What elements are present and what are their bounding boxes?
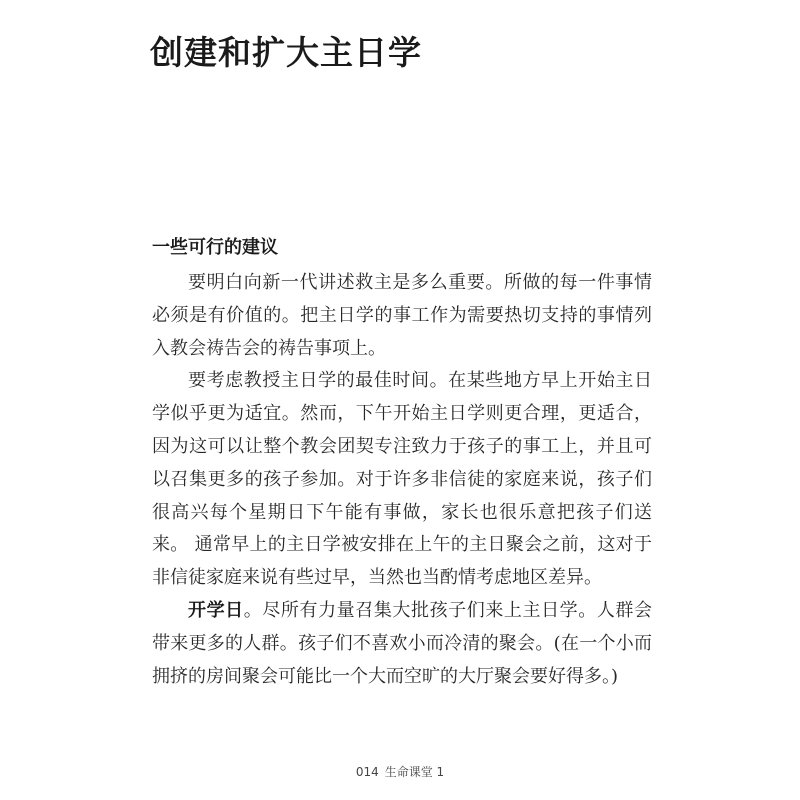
paragraph-2 [152, 365, 652, 595]
paragraph-lead: 开学日 [188, 599, 244, 621]
book-title: 生命课堂 1 [384, 765, 445, 779]
paragraph-3 [152, 595, 652, 693]
page-title: 创建和扩大主日学 [150, 33, 422, 72]
paragraph-text: 要明白向新一代讲述救主是多么重要。所做的每一件事情必须是有价值的。把主日学的事工作为需要热切支持的事情列入教会祷告会的祷告事项上。 [152, 272, 652, 359]
paragraph-1 [152, 267, 652, 365]
section-heading: 一些可行的建议 [152, 237, 278, 258]
paragraph-text: 。尽所有力量召集大批孩子们来上主日学。人群会带来更多的人群。孩子们不喜欢小而冷清的聚会。(在一个小而拥挤的房间聚会可能比一个大而空旷的大厅聚会要好得多。) [152, 599, 652, 687]
page-footer [0, 762, 800, 782]
content-section [152, 232, 652, 693]
page-number: 014 [355, 765, 379, 779]
paragraph-text: 要考虑教授主日学的最佳时间。在某些地方早上开始主日学似乎更为适宜。然而，下午开始主日学则更合理，更适合，因为这可以让整个教会团契专注致力于孩子的事工上，并且可以召集更多的孩子参加。对于许多非信徒的家庭来说，孩子们很高兴每个星期日下午能有事做，家长也很乐意把孩子们送来。 通常早上的主日学被安排在上午的主日聚会之前，这对于非信徒家庭来说有些过早，当然也当酌情考虑地区差异。 [152, 370, 652, 589]
